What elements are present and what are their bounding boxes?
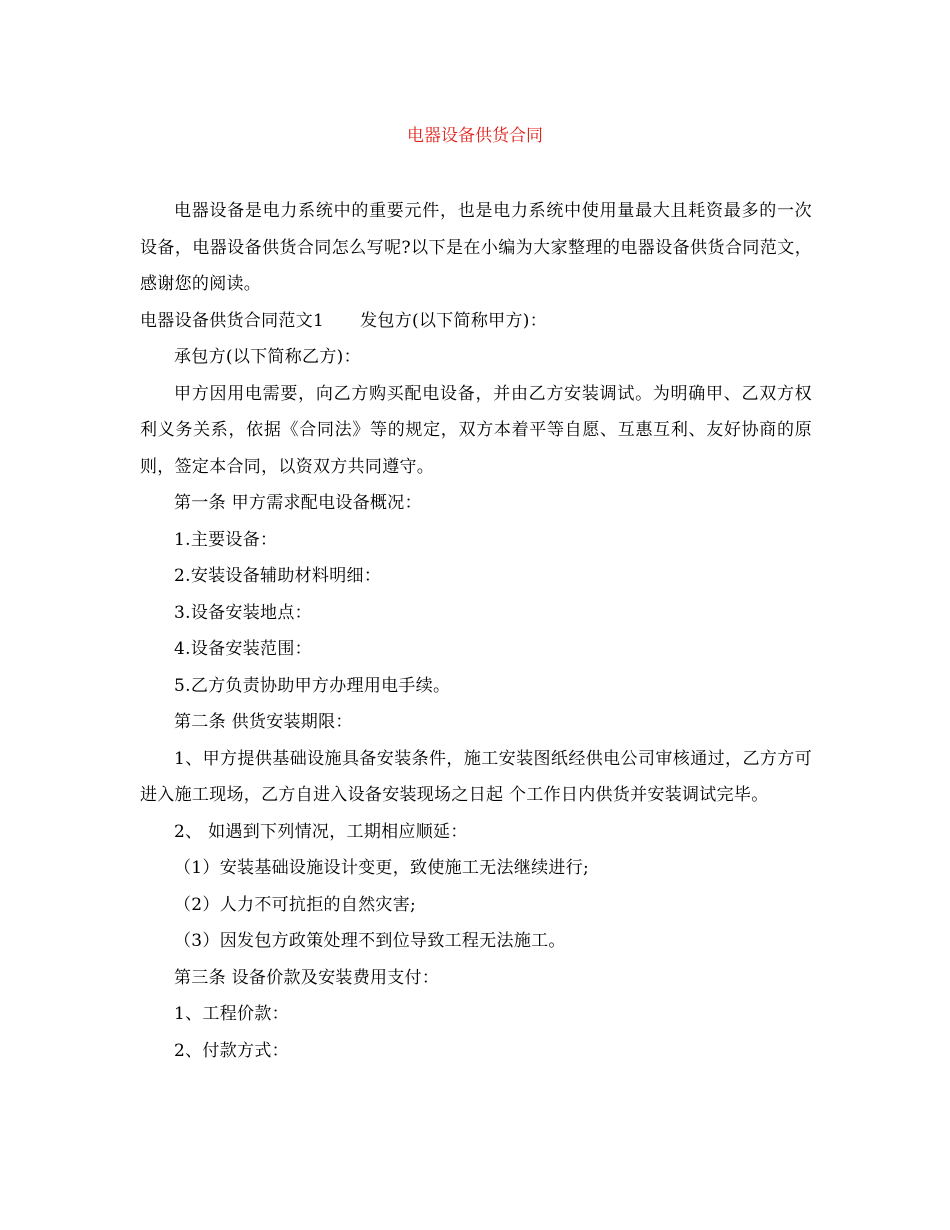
article-2-heading: 第二条 供货安装期限： [174,712,353,732]
document-title: 电器设备供货合同 [407,126,543,146]
intro-paragraph: 电器设备是电力系统中的重要元件，也是电力系统中使用量最大且耗资最多的一次设备，电器设备供货合同怎么写呢?以下是在小编为大家整理的电器设备供货合同范文，感谢您的阅读。 [140,201,812,294]
article-1-item: 2.安装设备辅助材料明细： [174,566,382,586]
party-b-label: 承包方(以下简称乙方)： [174,347,361,367]
article-2-sub-item: （2）人力不可抗拒的自然灾害; [174,894,417,915]
article-2-clause-1: 1、甲方提供基础设施具备安装条件，施工安装图纸经供电公司审核通过，乙方方可进入施工现场，乙方自进入设备安装现场之日起 个工作日内供货并安装调试完毕。 [140,748,812,805]
article-1-item: 4.设备安装范围： [174,639,312,659]
article-3-item: 2、付款方式： [174,1040,289,1061]
article-1-item: 1.主要设备： [174,529,278,550]
sample-heading-line [140,303,812,340]
sample-heading: 电器设备供货合同范文1 [140,310,325,331]
article-1-heading: 第一条 甲方需求配电设备概况： [174,493,422,513]
article-3-heading: 第三条 设备价款及安装费用支付： [174,967,440,988]
article-2-sub-item: （3）因发包方政策处理不到位导致工程无法施工。 [174,931,566,951]
party-a-label: 发包方(以下简称甲方)： [360,310,547,331]
document-body [140,193,812,1069]
article-1-item: 5.乙方负责协助甲方办理用电手续。 [174,675,451,696]
article-3-item: 1、工程价款： [174,1004,289,1024]
article-2-clause-2: 2、 如遇到下列情况，工期相应顺延： [174,821,468,842]
article-1-item: 3.设备安装地点： [174,602,312,623]
preamble-paragraph: 甲方因用电需要，向乙方购买配电设备，并由乙方安装调试。为明确甲、乙双方权利义务关系，依据《合同法》等的规定，双方本着平等自愿、互惠互利、友好协商的原则，签定本合同，以资双方共同遵守。 [140,383,812,477]
article-2-sub-item: （1）安装基础设施设计变更，致使施工无法继续进行; [174,858,590,878]
